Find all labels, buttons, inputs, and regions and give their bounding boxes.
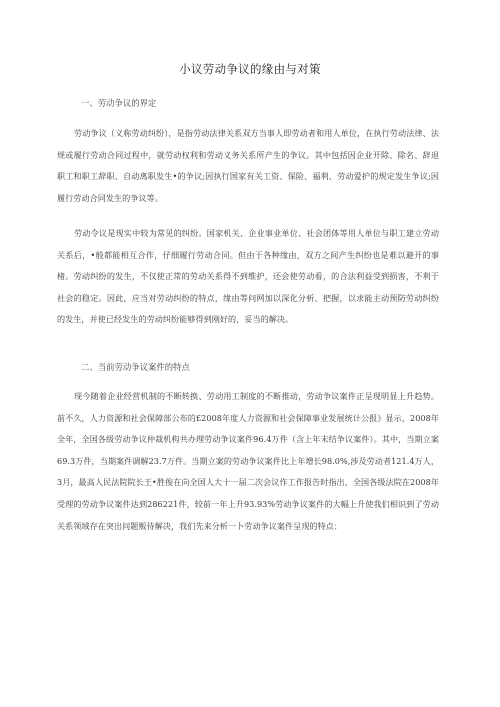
paragraph-characteristics: 现今随着企业经营机制的不断转换、劳动用工制度的不断推动，劳动争议案件正呈现明显上升趋势。前不久，人力资源和社会保障部公布的£2008年度人力资源和社会保障事业发展统计公报》显示，2008年全年，全国各级劳动争议仲裁机构共办理劳动争议案件96.4万件（含上年末结争议案件）。其中，当期立案69.3万件，当期案件调解23.7万件。当期立案的劳动争议案件比上年增长98.0%,涉及劳动者121.4万人，3月，最高人民法院院长王•胜俊在向全国人大十一届二次会议作工作报告时指出，全国各级法院在2008年受理的劳动争议案件达到286221件，较前一年上升93.93%劳动争议案件的大幅上升使我们相识到了劳动关系领域存在突出问题贩待解决，我们先来分析一卜劳动争议案件呈现的特点：	[57, 391, 439, 531]
document-title: 小议劳动争议的缘由与对策	[179, 62, 321, 76]
paragraph-common-disputes: 劳动令议是现实中较为常见的纠纷。国家机关、企业事业单位、社会团体等用人单位与职工建立劳动关系后，•般都能相互合作，仔细履行劳动合同。但由于各种缘由，双方之间产生纠纷也是难以避开的事楮。劳动纠纷的发生，不仅使正常的劳动关系得不到维护，还会使劳动看，的合法利益受到损害，不利于社会的稳定。因此，应当对劳动纠纷的特点，缘由等问网加以深化分析、把握，以求能主动预防劳动纠纷的发生，并使已经发生的劳动纠纷能够得到刚好的，妥当的解决。	[57, 228, 439, 325]
section-heading-characteristics: 二、当前劳动争议案件的特点	[81, 362, 190, 372]
paragraph-definition: 劳动争议（义称劳动纠纷），是指劳动法律关系双方当事人即劳动者和用人单位，在执行劳动法律、法规或履行劳动合同过程中，就劳动权利和劳动义务关系所产生的争议。其中包括因企业开除、除名、辞退职工和职工辞职、自动离职发生•的争议;因执行国家有关工资、保险、福利、劳动爱护的规定发生争议;因履行劳动合同发生的争议等。	[57, 128, 439, 203]
section-heading-definition: 一、劳动争议的界定	[81, 98, 157, 108]
